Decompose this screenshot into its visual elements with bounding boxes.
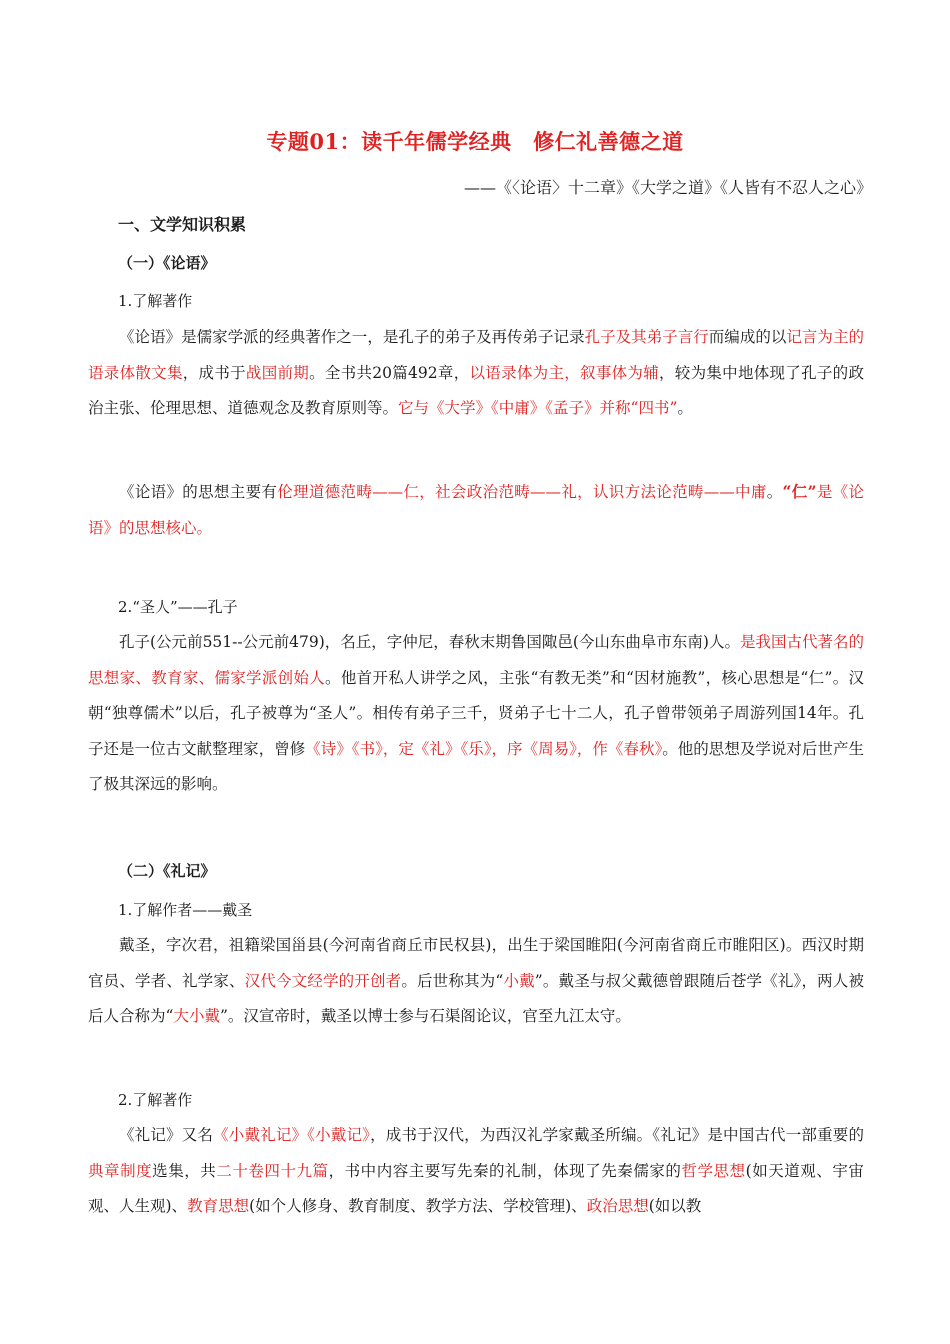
body-text: ，书中内容主要写先秦的礼制，体现了先秦儒家的 [328, 1161, 682, 1180]
body-text: ”。戴圣与叔父戴德曾跟随后苍学《礼》，两人被后人合称为“ [88, 971, 864, 1025]
highlighted-text: “仁” [782, 482, 817, 501]
body-text: 。 [677, 399, 693, 417]
paragraph-lunyu-thought [88, 474, 864, 546]
body-text: ”。汉宣帝时，戴圣以博士参与石渠阁论议，官至九江太守。 [219, 1007, 631, 1025]
highlighted-text: 二十卷四十九篇 [216, 1161, 329, 1180]
highlighted-text: 战国前期 [245, 363, 310, 382]
highlighted-text: 大小戴 [173, 1007, 220, 1025]
item-heading-liji-work: 2.了解著作 [118, 1091, 193, 1109]
highlighted-text: 孔子及其弟子言行 [584, 328, 709, 346]
subsection-heading-lunyu: （一）《论语》 [118, 254, 216, 272]
highlighted-text: 记言为主的语录体散文集 [88, 328, 864, 382]
body-text: 孔子(公元前551--公元前479)，名丘，字仲尼，春秋末期鲁国陬邑(今山东曲阜市东南)人。 [119, 633, 740, 651]
paragraph-daisheng-bio [88, 928, 864, 1035]
body-text: ，成书于 [182, 363, 246, 382]
body-text: 《论语》的思想主要有 [119, 483, 278, 501]
highlighted-text: 是《论语》的思想核心。 [88, 483, 864, 537]
item-heading-confucius: 2.“圣人”——孔子 [118, 598, 238, 616]
highlighted-text: 小戴 [503, 971, 535, 990]
item-heading-author-daisheng: 1.了解作者——戴圣 [118, 901, 253, 919]
body-text: ，较为集中地体现了孔子的政治主张、伦理思想、道德观念及教育原则等。 [88, 363, 864, 417]
highlighted-text: 伦理道德范畴——仁，社会政治范畴——礼，认识方法论范畴——中庸 [277, 483, 767, 501]
highlighted-text: 《小戴礼记》《小戴记》 [213, 1126, 371, 1144]
body-text: 。他首开私人讲学之风，主张“有教无类”和“因材施教”，核心思想是“仁”。汉朝“独尊儒术”以后，孔子被尊为“圣人”。相传有弟子三千，贤弟子七十二人，孔子曾带领弟子周游列国14年。孔子还是一位古文献整理家，曾修 [88, 668, 864, 758]
body-text: (如以教 [648, 1197, 702, 1215]
page-title: 专题01：读千年儒学经典 修仁礼善德之道 [266, 129, 684, 154]
body-text: 选集，共 [152, 1161, 217, 1180]
highlighted-text: 《诗》《书》，定《礼》《乐》，序《周易》，作《春秋》 [305, 739, 663, 758]
body-text: 。后世称其为“ [401, 971, 504, 990]
body-text: 。全书共20篇492章， [309, 363, 470, 382]
highlighted-text: 以语录体为主，叙事体为辅 [469, 363, 659, 382]
body-text: 《礼记》又名 [119, 1126, 214, 1144]
body-text: 而编成的以 [708, 328, 787, 346]
paragraph-liji-intro [88, 1118, 864, 1225]
page-subtitle: ——《〈论语〉十二章》《大学之道》《人皆有不忍人之心》 [463, 178, 872, 197]
highlighted-text: 汉代今文经学的开创者 [244, 971, 402, 990]
subsection-heading-liji: （二）《礼记》 [118, 862, 216, 880]
highlighted-text: 典章制度 [88, 1161, 153, 1180]
highlighted-text: 哲学思想 [681, 1161, 746, 1180]
body-text: (如个人修身、教育制度、教学方法、学校管理)、 [249, 1197, 587, 1215]
highlighted-text: 它与《大学》《中庸》《孟子》并称“四书” [398, 399, 678, 417]
body-text: 戴圣，字次君，祖籍梁国甾县(今河南省商丘市民权县)，出生于梁国睢阳(今河南省商丘市睢阳区)。西汉时期官员、学者、礼学家、 [88, 936, 864, 990]
body-text: 。他的思想及学说对后世产生了极其深远的影响。 [88, 739, 864, 793]
body-text: (如天道观、宇宙观、人生观)、 [88, 1161, 864, 1215]
paragraph-confucius-bio [88, 625, 864, 803]
highlighted-text: 教育思想 [187, 1197, 250, 1215]
body-text: 《论语》是儒家学派的经典著作之一，是孔子的弟子及再传弟子记录 [119, 328, 585, 346]
body-text: ，成书于汉代，为西汉礼学家戴圣所编。《礼记》是中国古代一部重要的 [370, 1126, 864, 1144]
section-heading-literary-knowledge: 一、文学知识积累 [118, 215, 247, 234]
body-text: 。 [766, 483, 783, 501]
item-heading-understand-work: 1.了解著作 [118, 292, 193, 310]
paragraph-lunyu-intro [88, 320, 864, 427]
highlighted-text: 政治思想 [586, 1197, 649, 1215]
highlighted-text: 是我国古代著名的思想家、教育家、儒家学派创始人 [88, 633, 864, 687]
